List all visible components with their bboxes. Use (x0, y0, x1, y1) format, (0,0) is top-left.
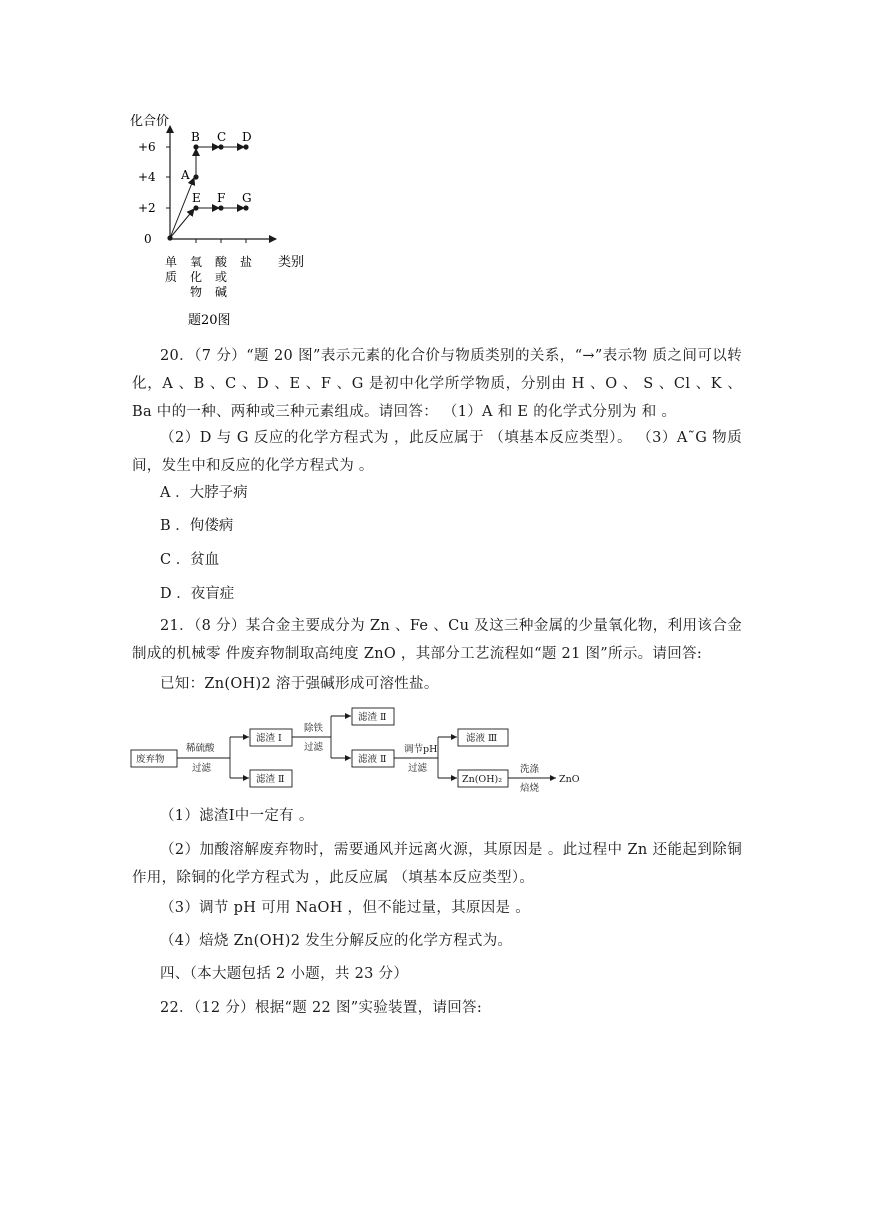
point-label: D (242, 130, 252, 144)
point-G (243, 205, 248, 210)
point-origin (167, 235, 172, 240)
x-axis-title: 类别 (278, 255, 305, 270)
option-a: A ．大脖子病 (160, 485, 248, 501)
point-label: B (191, 130, 200, 144)
category-char: 碱 (215, 285, 228, 299)
category-char: 或 (215, 270, 228, 284)
option-c: C ．贫血 (160, 552, 220, 568)
box-residue-2-lower-label: 滤渣 Ⅱ (256, 774, 285, 785)
step-4-operation-bottom: 焙烧 (520, 783, 540, 794)
question-21-text: 21．（8 分）某合金主要成分为 Zn 、Fe 、Cu 及这三种金属的少量氧化物，利用该合金制成的机械零 件废弃物制取高纯度 ZnO ，其部分工艺流程如“题 21 图”所示。请回答: (132, 618, 742, 662)
y-tick-label: 0 (144, 232, 152, 246)
category-char: 氧 (190, 255, 203, 269)
point-D (243, 144, 248, 149)
question-20-text: 20．（7 分）“题 20 图”表示元素的化合价与物质类别的关系，“→”表示物 质之间可以转化，A 、B 、C 、D 、E 、F 、G 是初中化学所学物质，分别由 H 、O 、 S 、Cl 、K 、Ba 中的一种、两种或三种元素组成。请回答： （1）A 和 E 的化学式分别为 和 。 (132, 348, 742, 420)
point-label: A (181, 168, 190, 182)
y-axis-title: 化合价 (130, 114, 170, 129)
box-residue-1-label: 滤渣 Ⅰ (256, 733, 282, 744)
question-21-part-4: （4）焙烧 Zn(OH)2 发生分解反应的化学方程式为。 (160, 933, 513, 949)
question-21-part-1: （1）滤渣Ⅰ中一定有 。 (160, 808, 314, 824)
box-filtrate-3-label: 滤液 Ⅲ (466, 733, 498, 744)
point-label: E (192, 191, 201, 205)
figure-21-flowchart (126, 706, 586, 796)
point-E (193, 205, 198, 210)
category-char: 物 (190, 285, 203, 299)
point-F (218, 205, 223, 210)
point-label: F (217, 191, 226, 205)
category-char: 盐 (240, 255, 253, 269)
question-22-text: 22．（12 分）根据“题 22 图”实验装置，请回答: (160, 1000, 483, 1016)
step-2-reagent: 除铁 (304, 723, 324, 734)
step-3-operation: 过滤 (408, 763, 428, 774)
point-label: G (242, 191, 252, 205)
question-21-part-3: （3）调节 pH 可用 NaOH ，但不能过量，其原因是 。 (160, 900, 531, 916)
step-1-reagent: 稀硫酸 (186, 743, 215, 754)
step-3-reagent: 调节pH (404, 744, 438, 755)
arrow-origin-to-A (170, 178, 194, 238)
option-d: D ．夜盲症 (160, 586, 235, 602)
box-zn-hydroxide-label: Zn(OH)₂ (462, 774, 503, 785)
category-char: 单 (165, 255, 178, 269)
step-1-operation: 过滤 (192, 763, 212, 774)
box-waste-label: 废弃物 (136, 754, 165, 765)
category-char: 质 (165, 270, 178, 284)
y-tick-label: +4 (138, 170, 156, 184)
option-b: B ．佝偻病 (160, 518, 234, 534)
point-C (218, 144, 223, 149)
category-char: 化 (190, 270, 203, 284)
y-tick-label: +2 (138, 201, 156, 215)
category-char: 酸 (215, 255, 228, 269)
figure-20-chart (118, 108, 328, 333)
step-4-operation-top: 洗涤 (520, 764, 540, 775)
point-B (193, 144, 198, 149)
step-2-operation: 过滤 (304, 742, 324, 753)
question-21-part-2: （2）加酸溶解废弃物时，需要通风并远离火源，其原因是 。此过程中 Zn 还能起到除铜作用，除铜的化学方程式为 ，此反应属 （填基本反应类型）。 (132, 842, 742, 886)
figure-caption: 题20图 (188, 313, 231, 328)
question-21-known: 已知：Zn(OH)2 溶于强碱形成可溶性盐。 (160, 676, 439, 692)
point-label: C (217, 130, 227, 144)
point-A (193, 174, 198, 179)
arrow-origin-to-E (170, 209, 194, 238)
box-filtrate-2-label: 滤液 Ⅱ (358, 754, 387, 765)
box-residue-2-upper-label: 滤渣 Ⅱ (358, 712, 387, 723)
product-label: ZnO (559, 774, 580, 785)
section-heading: 四、（本大题包括 2 小题，共 23 分） (160, 966, 409, 982)
question-20-subparts: （2）D 与 G 反应的化学方程式为 ，此反应属于 （填基本反应类型）。 （3）A˜G 物质间，发生中和反应的化学方程式为 。 (132, 430, 742, 474)
y-tick-label: +6 (138, 140, 156, 154)
